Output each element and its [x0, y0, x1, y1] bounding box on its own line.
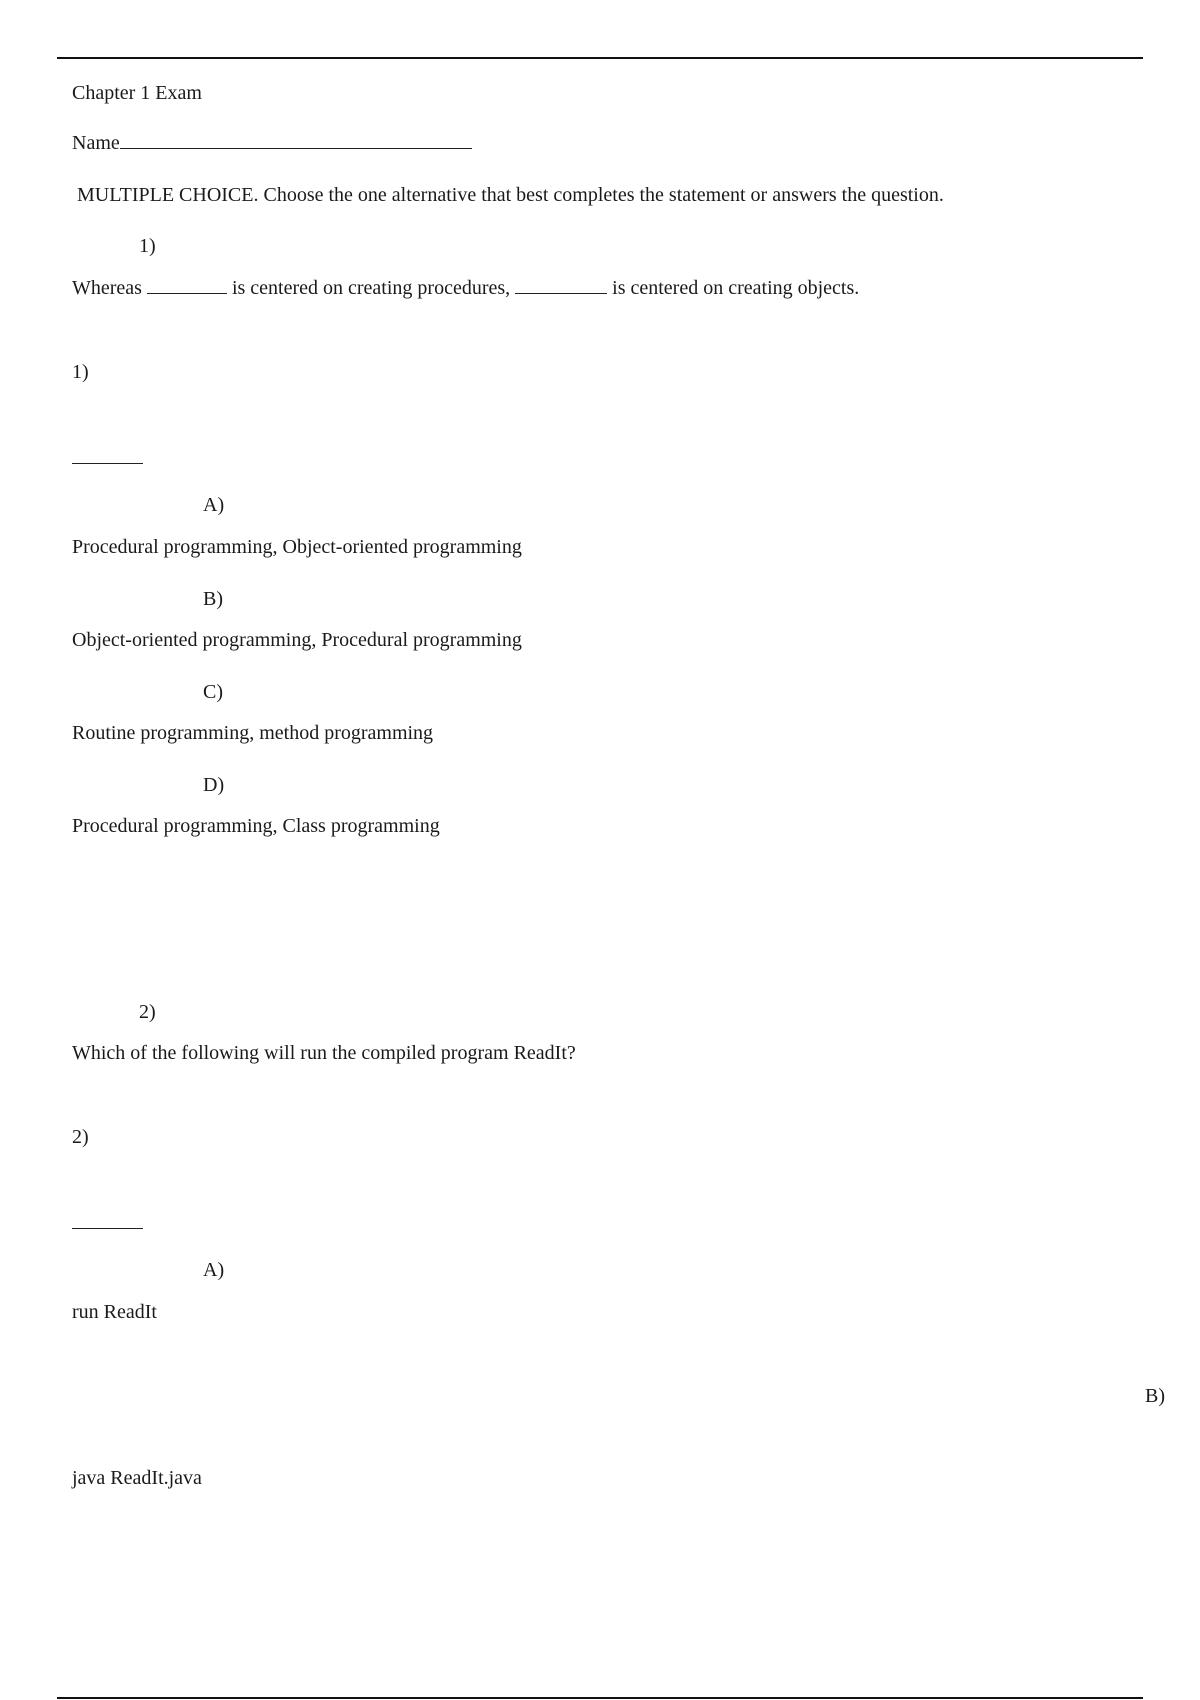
bottom-rule [57, 1697, 1143, 1699]
question-1-number: 1) [139, 235, 156, 257]
question-1-blank-1 [147, 277, 227, 294]
question-1-blank-2 [515, 277, 607, 294]
instructions: MULTIPLE CHOICE. Choose the one alternative that best completes the statement or answers the question. [77, 184, 944, 206]
question-2-answer-blank[interactable] [72, 1228, 143, 1229]
question-1-stem [72, 276, 859, 300]
question-2-number: 2) [139, 1001, 156, 1023]
question-1-option-a-text: Procedural programming, Object-oriented programming [72, 536, 522, 558]
question-1-option-b-letter: B) [203, 588, 223, 610]
question-2-stem: Which of the following will run the compiled program ReadIt? [72, 1042, 576, 1064]
question-1-option-d-letter: D) [203, 774, 225, 796]
question-1-option-a-letter: A) [203, 494, 225, 516]
name-label: Name [72, 132, 120, 154]
question-1-option-c-letter: C) [203, 681, 223, 703]
question-1-margin-number: 1) [72, 361, 89, 383]
question-2-option-b-text: java ReadIt.java [72, 1467, 202, 1489]
question-1-stem-part1: Whereas [72, 277, 142, 299]
question-1-option-b-text: Object-oriented programming, Procedural programming [72, 629, 522, 651]
question-1-stem-part3: is centered on creating objects. [612, 277, 860, 299]
question-2-option-a-text: run ReadIt [72, 1301, 157, 1323]
exam-title: Chapter 1 Exam [72, 82, 202, 104]
name-blank-line[interactable] [120, 132, 472, 149]
question-1-answer-blank[interactable] [72, 463, 143, 464]
question-2-option-a-letter: A) [203, 1259, 225, 1281]
question-1-option-d-text: Procedural programming, Class programming [72, 815, 440, 837]
name-field[interactable] [72, 131, 472, 155]
question-1-stem-part2: is centered on creating procedures, [231, 277, 511, 299]
top-rule [57, 57, 1143, 59]
question-2-margin-number: 2) [72, 1126, 89, 1148]
question-2-option-b-letter: B) [1145, 1385, 1165, 1407]
question-1-option-c-text: Routine programming, method programming [72, 722, 434, 744]
